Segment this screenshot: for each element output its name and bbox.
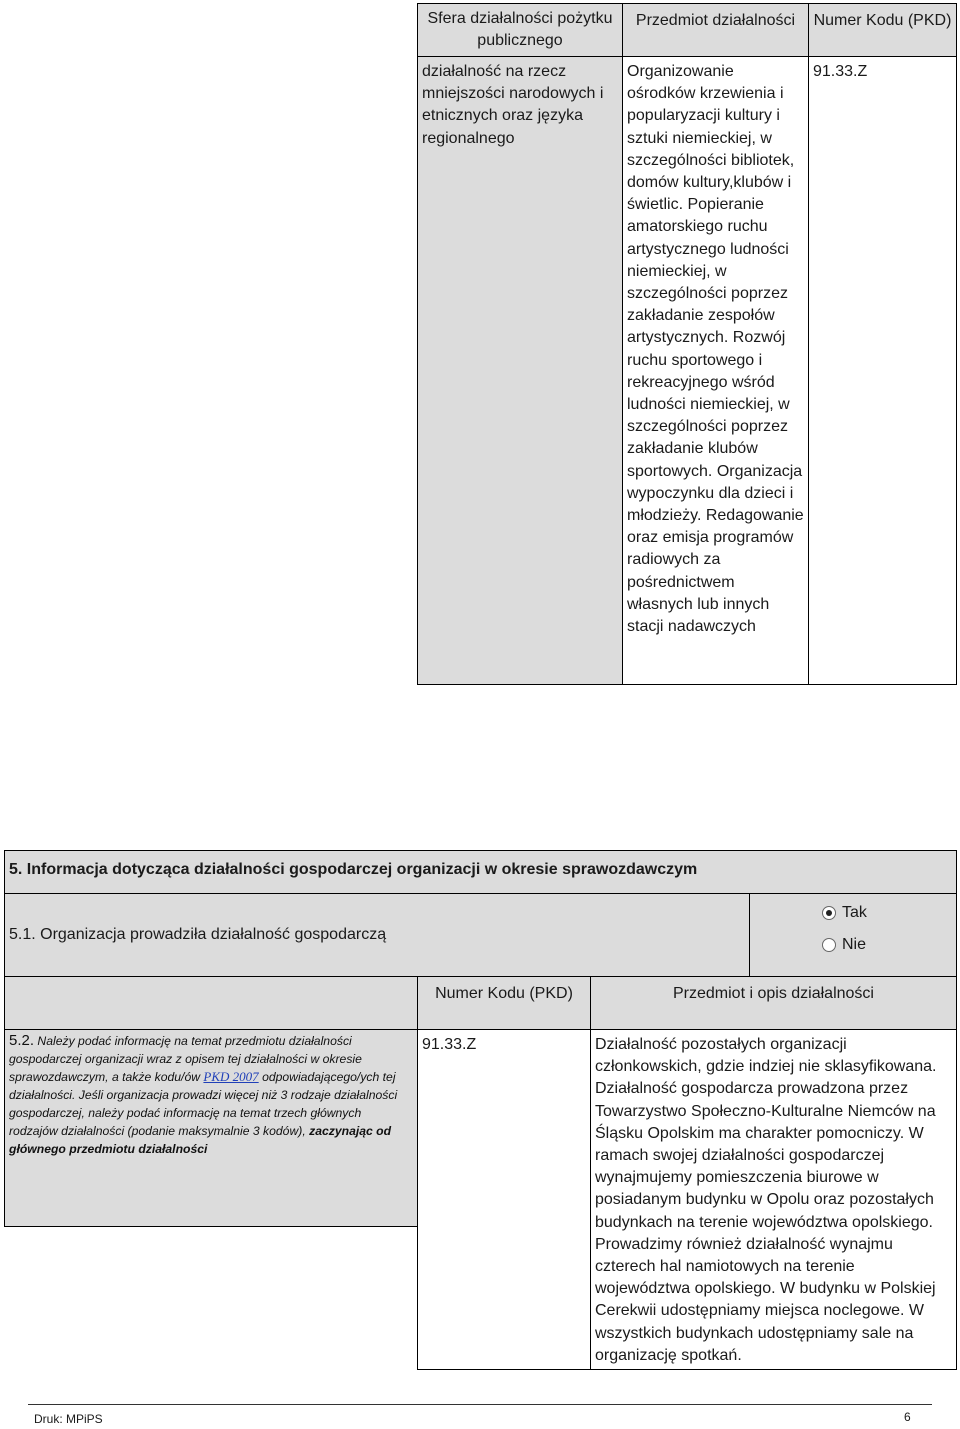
radio-no-icon[interactable] (822, 938, 836, 952)
q52-code-cell (417, 1029, 591, 1370)
footer-print-label: Druk: MPiPS (34, 1412, 103, 1426)
q52-header-blank (4, 976, 418, 1030)
q52-instructions-cell (4, 1029, 418, 1227)
q52-header-desc (590, 976, 957, 1030)
code-cell (808, 56, 957, 685)
q52-instructions (9, 1032, 413, 1158)
subject-text: Organizowanie ośrodków krzewienia i popularyzacji kultury i sztuki niemieckiej, w szczególności bibliotek, domów kultury,klubów i świetlic. Popieranie amatorskiego ruchu artystycznego ludności niemieckiej, w szczególności poprzez zakładanie zespołów artystycznych. Rozwój ruchu sportowego i rekreacyjnego wśród ludności niemieckiej, w szczególności poprzez zakładanie klubów sportowych. Organizacja wypoczynku dla dzieci i młodzieży. Redagowanie oraz emisja programów radiowych za pośrednictwem własnych lub innych stacji nadawczych (627, 63, 804, 636)
pkd-link[interactable]: PKD 2007 (203, 1069, 259, 1084)
radio-no-label: Nie (842, 936, 867, 953)
sphere-text: działalność na rzecz mniejszości narodowych i etnicznych oraz języka regionalnego (422, 63, 604, 147)
radio-no[interactable] (822, 933, 956, 957)
subject-cell (622, 56, 809, 685)
q51-label: 5.1. Organizacja prowadziła działalność gospodarczą (9, 926, 387, 943)
header-sphere (417, 3, 623, 57)
q52-desc-cell (590, 1029, 957, 1370)
q52-instr-2: odpowiadającego/ych tej działalności. Jeśli organizacja prowadzi więcej niż 3 rodzaje działalności gospodarczej, należy podać informację na temat trzech głównych rodzajów działalności (podanie maksymalnie 3 kodów), (9, 1070, 398, 1138)
radio-yes[interactable] (822, 901, 956, 925)
header-subject-label: Przedmiot działalności (635, 12, 796, 29)
radio-yes-label: Tak (842, 904, 867, 921)
q52-header-desc-label: Przedmiot i opis działalności (673, 985, 874, 1002)
footer-page-number: 6 (904, 1410, 911, 1424)
q52-code: 91.33.Z (422, 1036, 477, 1053)
header-code (808, 3, 957, 57)
radio-yes-icon[interactable] (822, 906, 836, 920)
sphere-cell (417, 56, 623, 685)
header-sphere-label: Sfera działalności pożytku publicznego (427, 10, 613, 49)
footer-rule (28, 1404, 932, 1405)
q51-options-cell (749, 893, 957, 977)
header-code-label: Numer Kodu (PKD) (813, 12, 952, 29)
q52-header-code (417, 976, 591, 1030)
q52-instr-bold: zaczynając od głównego przedmiotu działalności (9, 1124, 392, 1156)
code-text: 91.33.Z (813, 63, 868, 80)
header-subject (622, 3, 809, 57)
q52-header-code-label: Numer Kodu (PKD) (435, 985, 573, 1002)
q52-description: Działalność pozostałych organizacji członkowskich, gdzie indziej nie sklasyfikowana. Działalność gospodarcza prowadzona przez Towarzystwo Społeczno-Kulturalne Niemców na Śląsku Opolskim ma charakter pomocniczy. W ramach swojej działalności gospodarczej wynajmujemy pomieszczenia biurowe w posiadanym budynku w Opolu oraz pozostałych budynkach na terenie województwa opolskiego. Prowadzimy również działalność wynajmu czterech hal namiotowych na terenie województwa opolskiego. W budynku w Polskiej Cerekwii udostępniamy miejsca noclegowe. W wszystkich budynkach udostępniamy sale na organizację spotkań. (595, 1036, 937, 1364)
q51-label-cell (4, 893, 750, 977)
q52-number: 5.2. (9, 1032, 35, 1049)
q52-instr-1: Należy podać informację na temat przedmiotu działalności gospodarczej organizacji wraz z opisem tej działalności w okresie sprawozdawczym, a także kodu/ów (9, 1034, 362, 1084)
section5-title (4, 850, 957, 894)
section5-title-text: 5. Informacja dotycząca działalności gospodarczej organizacji w okresie sprawozdawczym (9, 861, 698, 878)
